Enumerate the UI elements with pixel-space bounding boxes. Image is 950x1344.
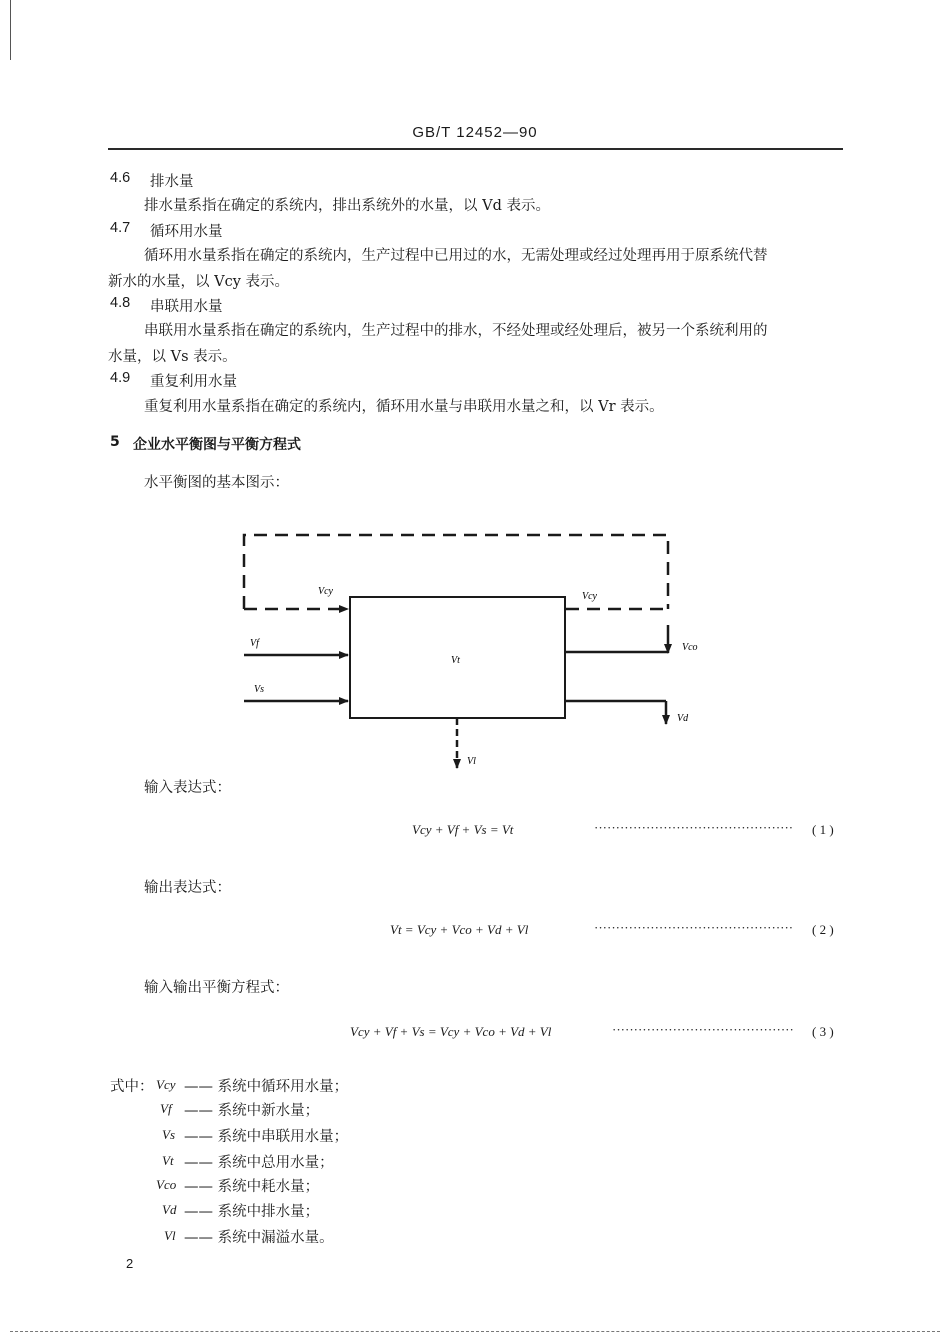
section-5-title: 企业水平衡图与平衡方程式 [133,437,301,453]
definition-description: —— 系统中串联用水量； [184,1129,349,1145]
output-expression-label: 输出表达式： [144,880,231,896]
equation-1-leader: ·············································· [594,820,794,835]
label-vt: Vt [451,655,460,666]
section-4-8-title: 串联用水量 [150,299,223,315]
equation-1-number: ( 1 ) [812,822,834,837]
definition-description: —— 系统中耗水量； [184,1179,320,1195]
section-5-number: 5 [110,434,120,450]
label-vcy-right: Vcy [582,591,597,602]
section-5-intro: 水平衡图的基本图示： [144,475,289,491]
section-4-7-number: 4.7 [110,220,131,236]
definition-symbol: Vco [156,1177,177,1192]
equation-3-leader: ·········································· [612,1022,794,1037]
header-rule [108,148,843,150]
section-4-9-title: 重复利用水量 [150,374,237,390]
definition-description: —— 系统中循环用水量； [184,1079,349,1095]
balance-equation-label: 输入输出平衡方程式： [144,980,289,996]
label-vd: Vd [677,713,689,724]
definition-description: —— 系统中排水量； [184,1204,320,1220]
definition-symbol: Vf [160,1101,172,1116]
definition-symbol: Vl [164,1228,176,1243]
definition-symbol: Vs [162,1127,175,1142]
definition-symbol: Vd [162,1202,177,1217]
scan-bottom-edge [10,1331,940,1332]
standard-code: GB/T 12452—90 [412,124,538,141]
section-4-8-number: 4.8 [110,295,131,311]
label-vl: Vl [467,756,476,767]
label-vcy-left: Vcy [318,586,333,597]
definition-description: —— 系统中总用水量； [184,1155,334,1171]
input-expression-label: 输入表达式： [144,780,231,796]
label-vco: Vco [682,642,698,653]
section-4-7-title: 循环用水量 [150,224,223,240]
definition-symbol: Vt [162,1153,174,1168]
label-vf: Vf [250,638,259,649]
equation-1: Vcy + Vf + Vs = Vt [412,822,514,837]
definition-description: —— 系统中漏溢水量。 [184,1230,334,1246]
equation-3-number: ( 3 ) [812,1024,834,1039]
section-4-7-body-line2: 新水的水量，以 Vcy 表示。 [108,274,290,290]
section-4-6-number: 4.6 [110,170,131,186]
equation-2-number: ( 2 ) [812,922,834,937]
section-4-6-title: 排水量 [150,174,194,190]
definition-description: —— 系统中新水量； [184,1103,320,1119]
equation-3: Vcy + Vf + Vs = Vcy + Vco + Vd + Vl [350,1024,552,1039]
section-4-8-body-line2: 水量，以 Vs 表示。 [108,349,237,365]
section-4-7-body-line1: 循环用水量系指在确定的系统内，生产过程中已用过的水，无需处理或经过处理再用于原系统代替 [144,248,768,264]
definitions-prefix: 式中： [110,1079,154,1095]
page-number: 2 [126,1256,134,1271]
equation-2-leader: ·············································· [594,920,794,935]
section-4-9-body: 重复利用水量系指在确定的系统内，循环用水量与串联用水量之和，以 Vr 表示。 [144,399,664,415]
equation-2: Vt = Vcy + Vco + Vd + Vl [390,922,529,937]
section-4-8-body-line1: 串联用水量系指在确定的系统内，生产过程中的排水，不经处理或经处理后，被另一个系统利用的 [144,323,768,339]
scan-edge-mark [10,0,11,60]
water-balance-diagram [230,520,710,770]
section-4-6-body: 排水量系指在确定的系统内，排出系统外的水量，以 Vd 表示。 [144,198,550,214]
definition-symbol: Vcy [156,1077,176,1092]
label-vs: Vs [254,684,264,695]
section-4-9-number: 4.9 [110,370,131,386]
